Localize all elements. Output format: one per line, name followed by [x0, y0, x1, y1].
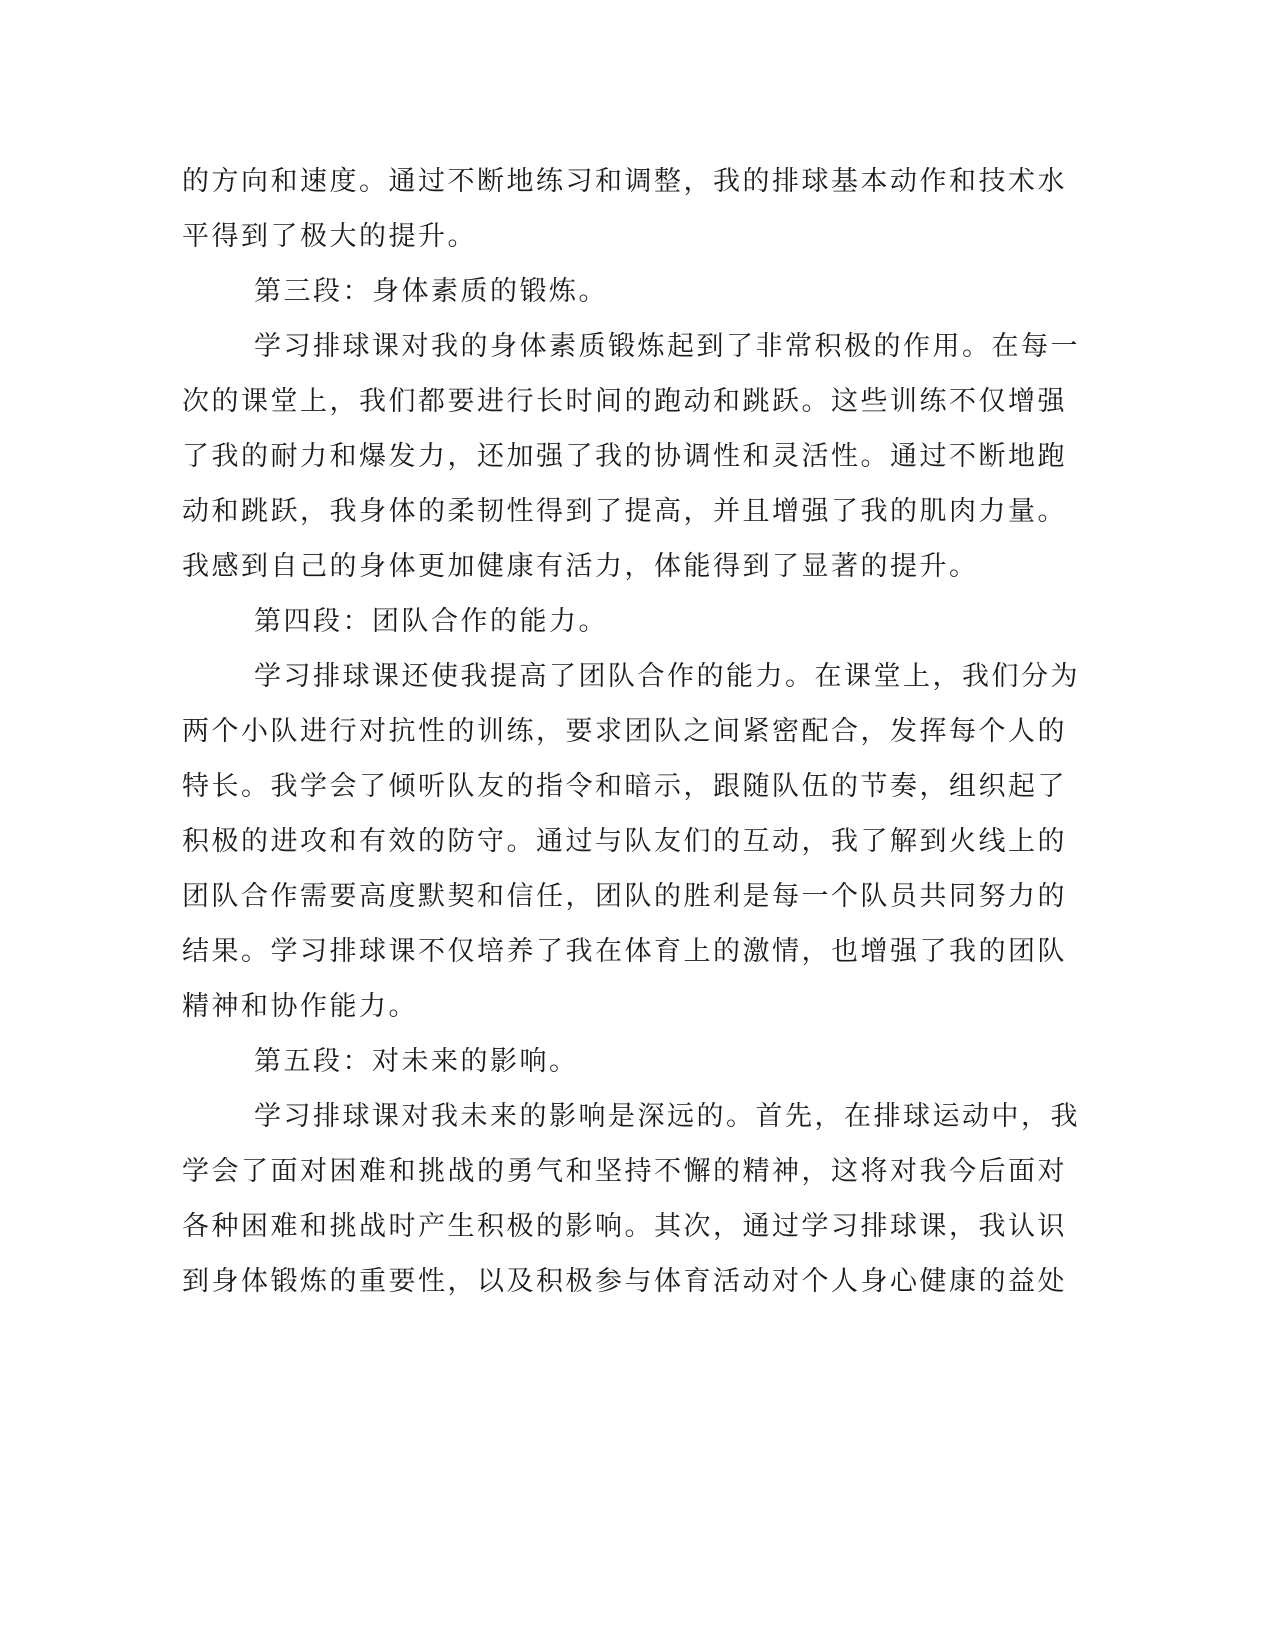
- document-body: [182, 154, 1080, 1309]
- text-line: 第四段：团队合作的能力。: [254, 606, 608, 637]
- text-line: 结果。学习排球课不仅培养了我在体育上的激情，也增强了我的团队: [182, 936, 1067, 967]
- text-line: 精神和协作能力。: [182, 991, 418, 1022]
- text-line: 的方向和速度。通过不断地练习和调整，我的排球基本动作和技术水: [182, 166, 1067, 197]
- text-line: 我感到自己的身体更加健康有活力，体能得到了显著的提升。: [182, 551, 979, 582]
- text-line: 次的课堂上，我们都要进行长时间的跑动和跳跃。这些训练不仅增强: [182, 386, 1067, 417]
- text-line: 学会了面对困难和挑战的勇气和坚持不懈的精神，这将对我今后面对: [182, 1156, 1067, 1187]
- text-line: 平得到了极大的提升。: [182, 221, 477, 252]
- text-line: 了我的耐力和爆发力，还加强了我的协调性和灵活性。通过不断地跑: [182, 441, 1067, 472]
- text-line: 学习排球课对我未来的影响是深远的。首先，在排球运动中，我: [254, 1101, 1080, 1132]
- text-line: 第五段：对未来的影响。: [254, 1046, 579, 1077]
- text-line: 学习排球课对我的身体素质锻炼起到了非常积极的作用。在每一: [254, 331, 1080, 362]
- text-line: 积极的进攻和有效的防守。通过与队友们的互动，我了解到火线上的: [182, 826, 1067, 857]
- text-line: 两个小队进行对抗性的训练，要求团队之间紧密配合，发挥每个人的: [182, 716, 1067, 747]
- text-line: 到身体锻炼的重要性，以及积极参与体育活动对个人身心健康的益处: [182, 1266, 1067, 1297]
- text-line: 特长。我学会了倾听队友的指令和暗示，跟随队伍的节奏，组织起了: [182, 771, 1067, 802]
- text-line: 第三段：身体素质的锻炼。: [254, 276, 608, 307]
- text-line: 动和跳跃，我身体的柔韧性得到了提高，并且增强了我的肌肉力量。: [182, 496, 1067, 527]
- text-line: 团队合作需要高度默契和信任，团队的胜利是每一个队员共同努力的: [182, 881, 1067, 912]
- text-line: 各种困难和挑战时产生积极的影响。其次，通过学习排球课，我认识: [182, 1211, 1067, 1242]
- text-line: 学习排球课还使我提高了团队合作的能力。在课堂上，我们分为: [254, 661, 1080, 692]
